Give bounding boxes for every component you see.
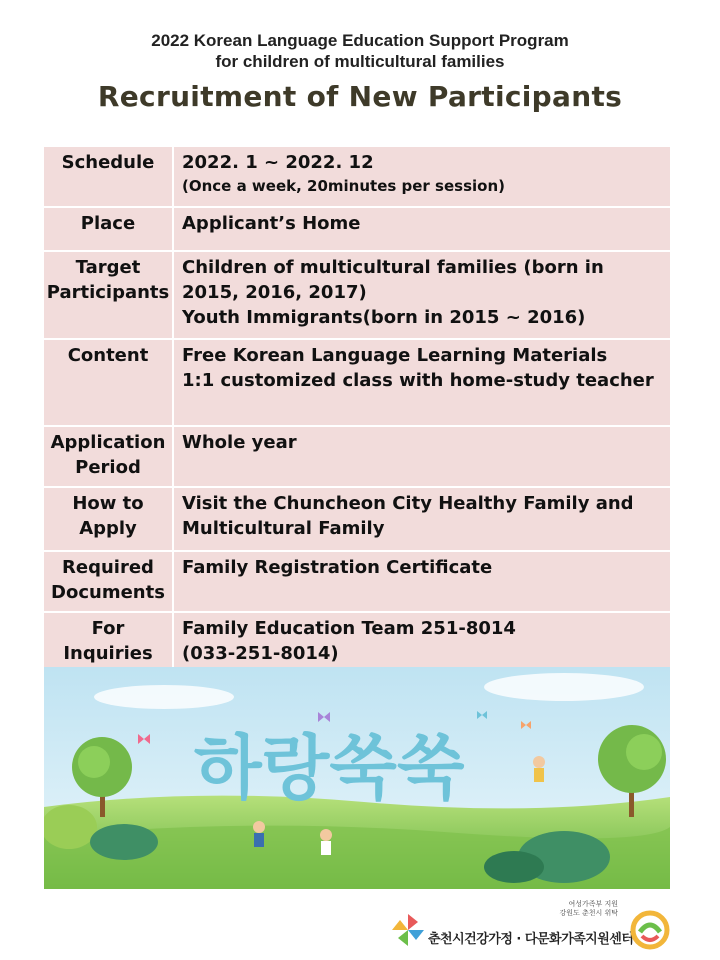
info-table [44,147,670,670]
sponsor-text: 여성가족부 지원 강원도 춘천시 위탁 [559,900,618,917]
center-name: 춘천시건강가정 · 다문화가족지원센터 [428,932,634,947]
row-label: Schedule [44,147,173,207]
table-row [44,426,670,487]
footer-logo [390,900,680,956]
row-value: Applicant’s Home [173,207,670,251]
table-row [44,147,670,207]
row-value: Free Korean Language Learning Materials 1:1 customized class with home-study teacher [173,339,670,426]
table-row [44,551,670,612]
row-label: Place [44,207,173,251]
schedule-note: (Once a week, 20minutes per session) [182,177,505,195]
program-subtitle-line1: 2022 Korean Language Education Support Program [151,31,569,50]
row-label: For Inquiries [44,612,173,669]
row-value: Family Registration Certificate [173,551,670,612]
row-value: 2022. 1 ~ 2022. 12 (Once a week, 20minutes per session) [173,147,670,207]
row-label: Required Documents [44,551,173,612]
row-value: Visit the Chuncheon City Healthy Family and Multicultural Family [173,487,670,551]
meadow-illustration-svg [44,667,670,889]
page-title: Recruitment of New Participants [97,80,623,113]
row-label: Application Period [44,426,173,487]
row-value: Family Education Team 251-8014 (033-251-8014) [173,612,670,669]
meadow-illustration [44,667,670,889]
pinwheel-icon [390,912,426,948]
table-row [44,612,670,669]
table-row [44,207,670,251]
table-row [44,339,670,426]
row-value: Children of multicultural families (born in 2015, 2016, 2017) Youth Immigrants(born in 2015 ~ 2016) [173,251,670,339]
cloud [484,673,644,701]
hangul-logo-text: 하랑쑥쑥 [194,727,465,809]
row-label: Target Participants [44,251,173,339]
center-emblem-icon [630,910,670,950]
row-value: Whole year [173,426,670,487]
header [0,30,720,113]
cloud [94,685,234,709]
row-label: Content [44,339,173,426]
program-subtitle-line2: for children of multicultural families [215,52,505,71]
row-label: How to Apply [44,487,173,551]
table-row [44,487,670,551]
table-row [44,251,670,339]
